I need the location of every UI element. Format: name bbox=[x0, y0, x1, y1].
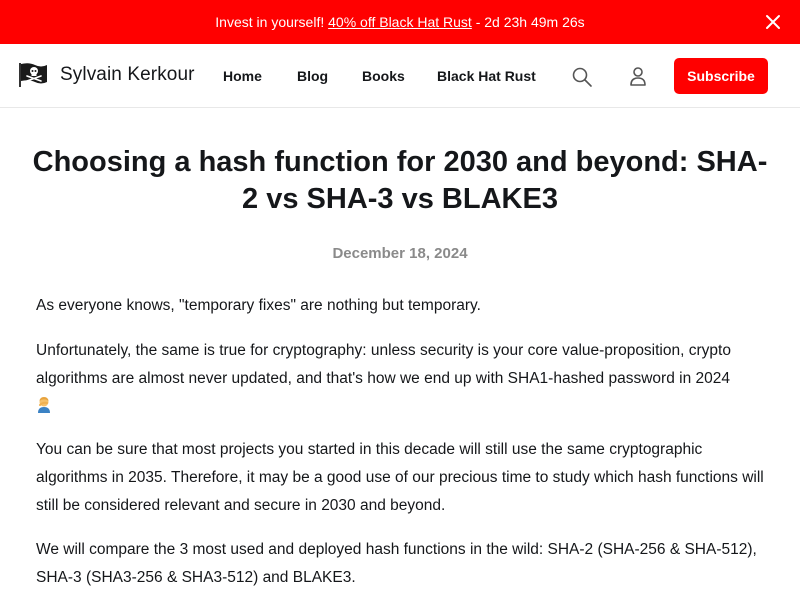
paragraph-3: You can be sure that most projects you started in this decade will still use the same cryptographic algorithms in 2035. Therefore, it may be a good use of our precious time to study which hash functions will still be considered relevant and secure in 2030 and beyond. bbox=[36, 441, 764, 514]
nav-black-hat-rust[interactable]: Black Hat Rust bbox=[437, 68, 536, 84]
article-title-line2: 2 vs SHA-3 vs BLAKE3 bbox=[242, 183, 558, 215]
paragraph-2-container bbox=[36, 337, 764, 421]
article-date: December 18, 2024 bbox=[332, 245, 468, 262]
pirate-flag-icon[interactable] bbox=[18, 62, 48, 88]
site-name[interactable]: Sylvain Kerkour bbox=[60, 64, 195, 85]
paragraph-1: As everyone knows, "temporary fixes" are nothing but temporary. bbox=[36, 297, 481, 314]
site-header bbox=[0, 44, 800, 108]
promo-banner bbox=[0, 0, 800, 44]
close-icon[interactable] bbox=[764, 13, 782, 31]
search-icon[interactable] bbox=[571, 66, 593, 88]
nav-books[interactable]: Books bbox=[362, 68, 405, 84]
article-title bbox=[30, 144, 770, 218]
nav-blog[interactable]: Blog bbox=[297, 68, 329, 84]
account-icon[interactable] bbox=[627, 65, 649, 87]
banner-prefix: Invest in yourself! bbox=[215, 14, 325, 30]
nav-home[interactable]: Home bbox=[223, 68, 262, 84]
paragraph-4: We will compare the 3 most used and deployed hash functions in the wild: SHA-2 (SHA-256 & SHA-512), SHA-3 (SHA3-256 & SHA3-512) and BLAKE3. bbox=[36, 541, 757, 586]
article-title-line1: Choosing a hash function for 2030 and beyond: SHA- bbox=[32, 146, 768, 178]
subscribe-button[interactable]: Subscribe bbox=[674, 58, 768, 94]
banner-link[interactable]: 40% off Black Hat Rust bbox=[328, 14, 472, 30]
facepalm-emoji-icon bbox=[36, 396, 52, 414]
paragraph-2: Unfortunately, the same is true for cryptography: unless security is your core value-proposition, crypto algorithms are almost never updated, and that's how we end up with SHA1-hashed password in 2024 bbox=[36, 342, 731, 387]
banner-countdown: - 2d 23h 49m 26s bbox=[475, 14, 585, 30]
